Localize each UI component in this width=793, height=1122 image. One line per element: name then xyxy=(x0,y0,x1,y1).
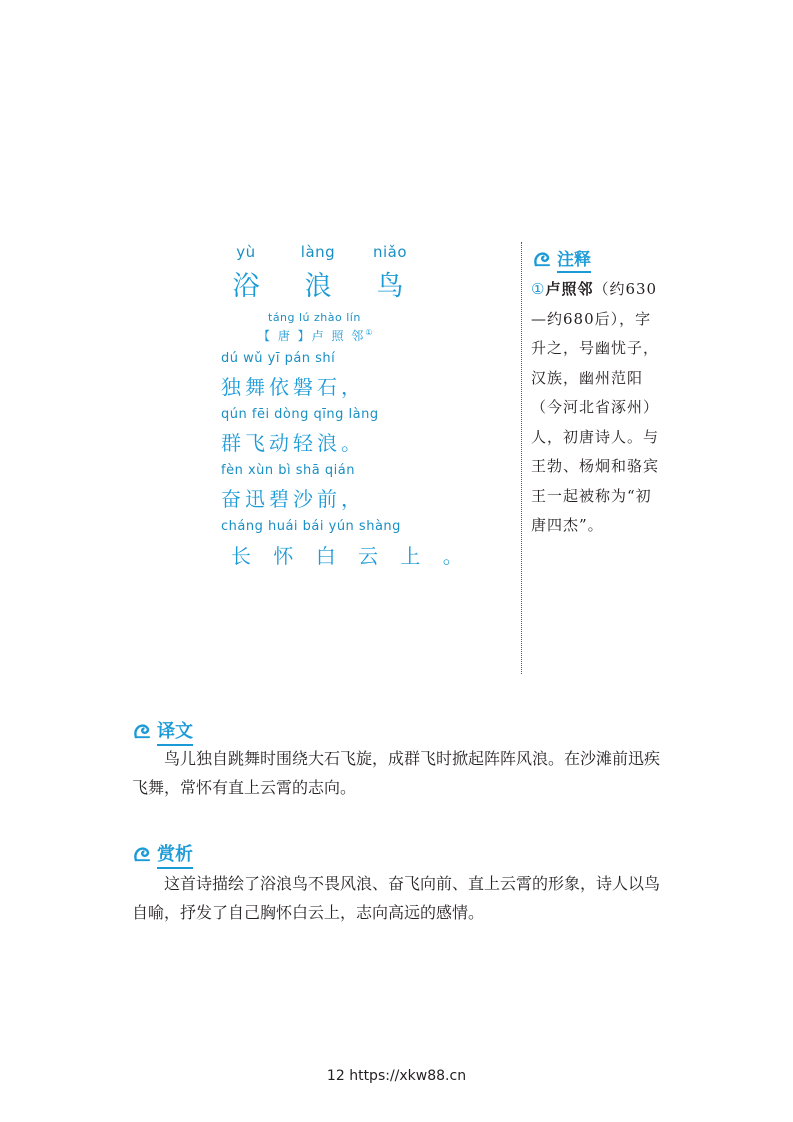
notes-heading-label: 注释 xyxy=(557,245,591,273)
title-pinyin-1: yù xyxy=(236,243,256,261)
appreciation-text: 这首诗描绘了浴浪鸟不畏风浪、奋飞向前、直上云霄的形象，诗人以鸟自喻，抒发了自己胸怀白云上，志向高远的感情。 xyxy=(132,874,661,922)
column-divider xyxy=(521,242,522,674)
appreciation-heading-label: 赏析 xyxy=(157,840,193,869)
translation-heading-label: 译文 xyxy=(157,717,193,746)
line-1-text: 独舞依磐石， xyxy=(221,375,365,399)
translation-text: 鸟儿独自跳舞时围绕大石飞旋，成群飞时掀起阵阵风浪。在沙滩前迅疾飞舞，常怀有直上云霄的志向。 xyxy=(132,749,661,797)
line-4-text: 长 怀 白 云 上 。 xyxy=(231,544,471,568)
line-2-text: 群飞动轻浪。 xyxy=(221,431,365,455)
swirl-icon xyxy=(133,846,152,863)
line-1-pinyin: dú wǔ yī pán shí xyxy=(221,351,336,366)
line-3-pinyin: fèn xùn bì shā qián xyxy=(221,463,355,478)
title-char-2: 浪 xyxy=(304,271,332,302)
swirl-icon xyxy=(533,251,552,268)
title-pinyin-2: làng xyxy=(300,243,336,261)
page-number: 12 xyxy=(326,1068,345,1084)
line-3-text: 奋迅碧沙前， xyxy=(221,487,365,511)
line-4-pinyin: cháng huái bái yún shàng xyxy=(221,519,401,534)
page-footer xyxy=(0,1068,793,1084)
title-char-1: 浴 xyxy=(232,271,260,302)
note-term: 卢照邻 xyxy=(545,280,594,298)
title-char-3: 鸟 xyxy=(376,271,404,302)
translation-heading xyxy=(133,717,193,746)
line-2-pinyin: qún fēi dòng qīng làng xyxy=(221,407,379,422)
swirl-icon xyxy=(133,723,152,740)
author-line xyxy=(258,327,374,344)
author-pinyin: táng lú zhào lín xyxy=(268,311,361,324)
notes-heading xyxy=(533,245,591,273)
author-text: 【 唐 】卢 照 邻 xyxy=(258,329,366,343)
appreciation-heading xyxy=(133,840,193,869)
note-mark: ① xyxy=(531,280,546,298)
author-note-mark: ① xyxy=(365,328,375,337)
footer-url[interactable]: https://xkw88.cn xyxy=(349,1068,467,1084)
note-body: （约630—约680后），字升之，号幽忧子，汉族，幽州范阳（今河北省涿州）人，初唐诗人。与王勃、杨炯和骆宾王一起被称为“初唐四杰”。 xyxy=(531,280,660,534)
title-pinyin-3: niǎo xyxy=(372,243,408,261)
note-text xyxy=(531,275,663,541)
